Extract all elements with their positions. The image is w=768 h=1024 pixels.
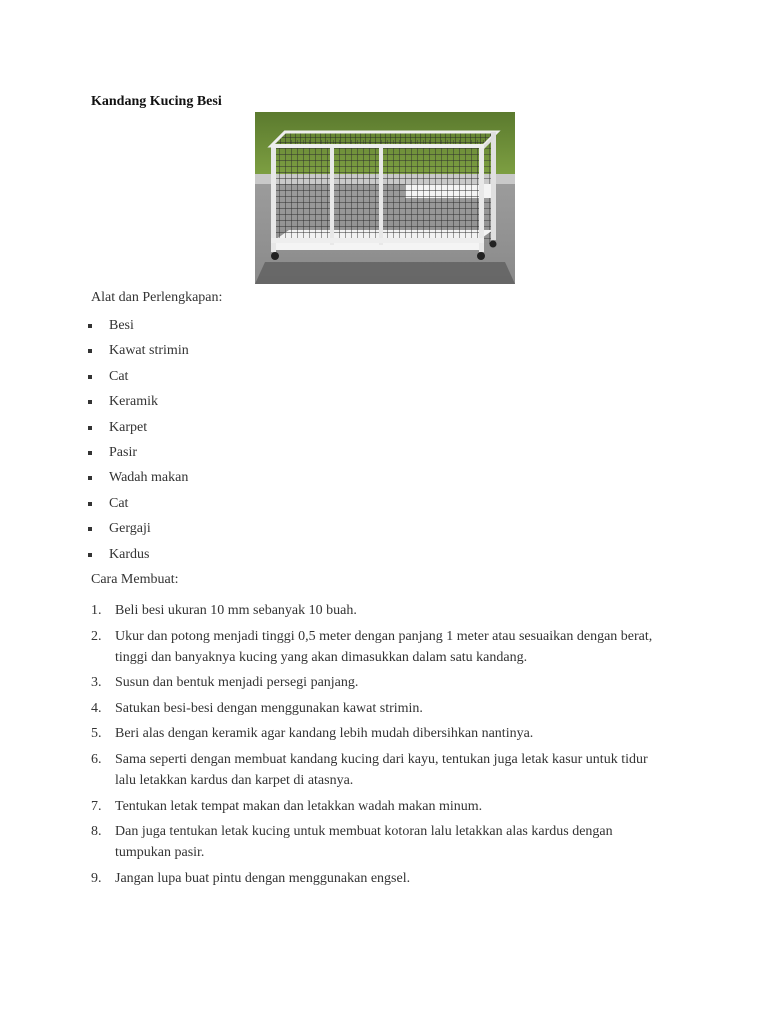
list-item-text: Gergaji — [109, 521, 151, 537]
step-number: 4. — [91, 700, 102, 716]
list-item-text: Kawat strimin — [109, 343, 189, 359]
step-text: Beli besi ukuran 10 mm sebanyak 10 buah. — [115, 603, 357, 618]
list-item — [91, 367, 189, 392]
list-item — [91, 468, 189, 493]
step-number: 5. — [91, 726, 102, 742]
step-item — [91, 698, 671, 719]
list-item-text: Kardus — [109, 546, 150, 562]
step-text: Tentukan letak tempat makan dan letakkan wadah makan minum. — [115, 798, 483, 814]
tools-list — [91, 316, 189, 570]
bullet-icon — [88, 451, 92, 455]
step-item — [91, 749, 671, 791]
bullet-icon — [88, 476, 92, 480]
step-text: Satukan besi-besi dengan menggunakan kawat strimin. — [115, 700, 423, 716]
step-item — [91, 821, 671, 863]
step-item — [91, 796, 671, 817]
step-text: Dan juga tentukan letak kucing untuk membuat kotoran lalu letakkan alas kardus dengan tumpukan pasir. — [115, 824, 613, 861]
bullet-icon — [88, 527, 92, 531]
step-number: 7. — [91, 798, 102, 814]
step-item — [91, 723, 671, 744]
step-item — [91, 600, 671, 621]
bullet-icon — [88, 553, 92, 557]
step-number: 9. — [91, 870, 102, 886]
step-number: 1. — [91, 603, 102, 618]
bullet-icon — [88, 349, 92, 353]
step-text: Sama seperti dengan membuat kandang kucing dari kayu, tentukan juga letak kasur untuk tidur lalu letakkan kardus dan karpet di atasnya. — [115, 751, 648, 788]
list-item — [91, 418, 189, 443]
list-item — [91, 519, 189, 544]
step-number: 8. — [91, 824, 102, 840]
step-number: 2. — [91, 628, 102, 644]
list-item — [91, 443, 189, 468]
steps-list — [91, 600, 671, 893]
list-item — [91, 392, 189, 417]
list-item-text: Besi — [109, 318, 134, 333]
steps-heading: Cara Membuat: — [91, 572, 179, 587]
list-item — [91, 316, 189, 341]
list-item-text: Karpet — [109, 419, 148, 435]
step-number: 6. — [91, 751, 102, 767]
list-item — [91, 341, 189, 366]
step-number: 3. — [91, 675, 102, 691]
list-item-text: Wadah makan — [109, 470, 189, 486]
list-item-text: Keramik — [109, 394, 158, 410]
document-title: Kandang Kucing Besi — [91, 94, 222, 109]
step-item — [91, 672, 671, 693]
step-text: Jangan lupa buat pintu dengan menggunakan engsel. — [115, 870, 411, 886]
list-item-text: Cat — [109, 495, 129, 511]
bullet-icon — [88, 375, 92, 379]
cat-cage-photo — [255, 112, 515, 284]
tools-heading: Alat dan Perlengkapan: — [91, 290, 223, 305]
step-item — [91, 868, 671, 889]
list-item-text: Cat — [109, 368, 129, 384]
bullet-icon — [88, 324, 92, 328]
step-text: Ukur dan potong menjadi tinggi 0,5 meter dengan panjang 1 meter atau sesuaikan dengan berat, tinggi dan banyaknya kucing yang akan dimasukkan dalam satu kandang. — [115, 628, 653, 665]
bullet-icon — [88, 502, 92, 506]
step-item — [91, 626, 671, 668]
list-item — [91, 545, 189, 570]
bullet-icon — [88, 426, 92, 430]
list-item — [91, 494, 189, 519]
document-page — [91, 92, 671, 886]
bullet-icon — [88, 400, 92, 404]
list-item-text: Pasir — [109, 444, 137, 460]
step-text: Beri alas dengan keramik agar kandang lebih mudah dibersihkan nantinya. — [115, 726, 534, 742]
step-text: Susun dan bentuk menjadi persegi panjang. — [115, 675, 359, 691]
